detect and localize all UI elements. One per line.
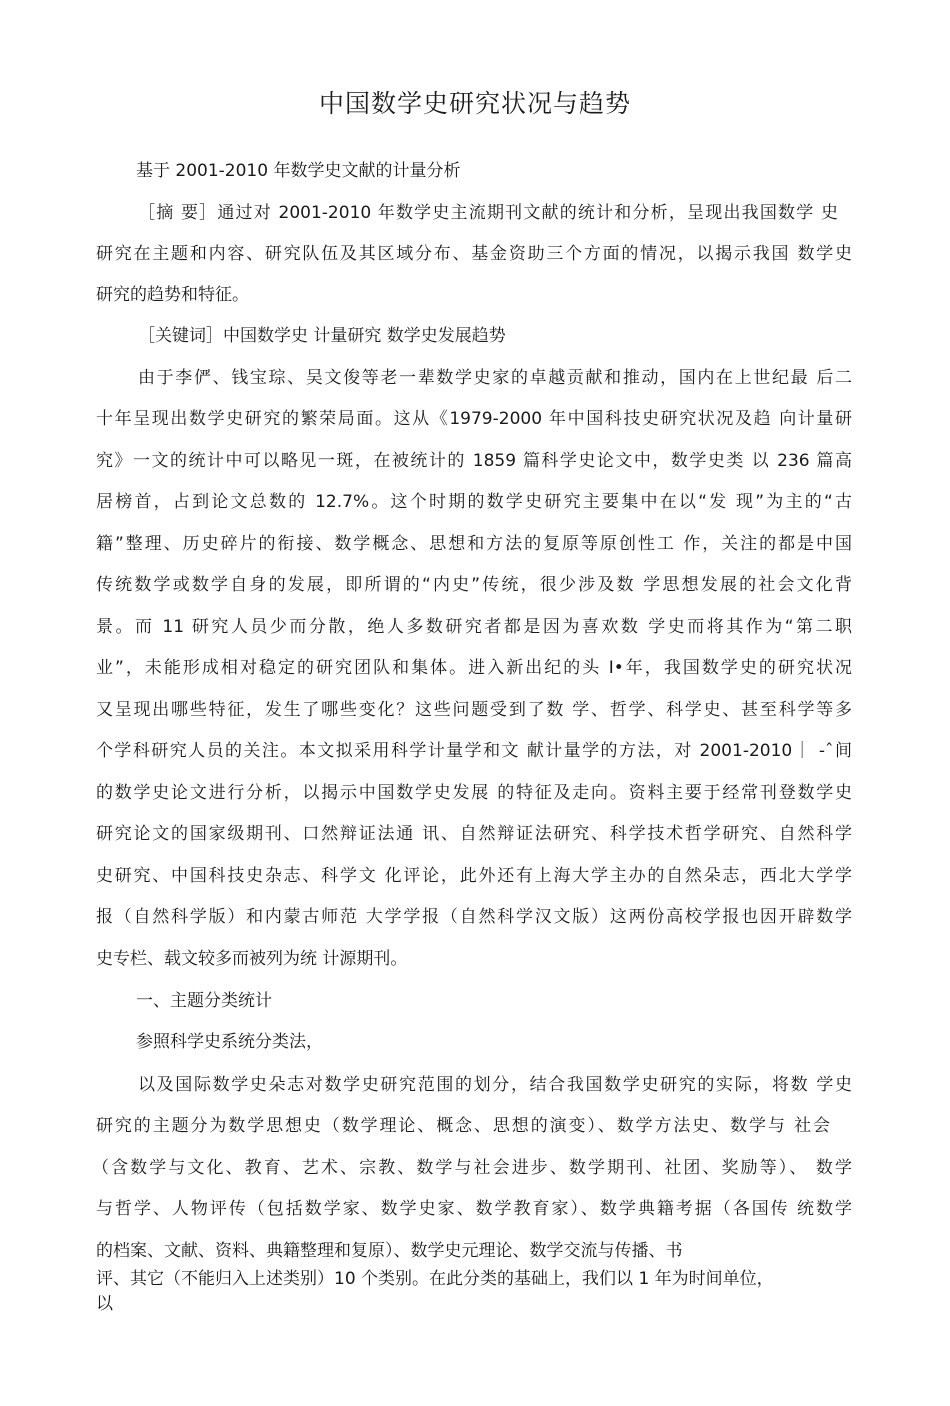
body-line: 业”，未能形成相对稳定的研究团队和集体。进入新出纪的头 I•年，我国数学史的研究状况 [96, 658, 852, 678]
body-line: 又呈现出哪些特征，发生了哪些变化？这些问题受到了数 学、哲学、科学史、甚至科学等多 [96, 700, 852, 720]
body-line: 的数学史论文进行分析，以揭示中国数学史发展 的特征及走向。资料主要于经常刊登数学史 [96, 783, 852, 803]
body-line: 十年呈现出数学史研究的繁荣局面。这从《1979-2000 年中国科技史研究状况及趋 向计量研 [96, 409, 852, 429]
body-line: 史专栏、载文较多而被列为统 计源期刊。 [96, 949, 408, 969]
body-line: 居榜首，占到论文总数的 12.7%。这个时期的数学史研究主要集中在以“发 现”为主的“古 [96, 492, 852, 512]
body-line: 报（自然科学版）和内蒙古师范 大学学报（自然科学汉文版）这两份高校学报也因开辟数学 [96, 907, 852, 927]
keywords-line: ［关键词］中国数学史 计量研究 数学史发展趋势 [138, 326, 506, 346]
abstract-line: 研究在主题和内容、研究队伍及其区域分布、基金资助三个方面的情况，以揭示我国 数学史 [96, 244, 852, 264]
abstract-line: ［摘 要］通过对 2001-2010 年数学史主流期刊文献的统计和分析，呈现出我国数学 史 [138, 203, 838, 223]
section-line: 评、其它（不能归入上述类别）10 个类别。在此分类的基础上，我们以 1 年为时间单位， [96, 1269, 774, 1289]
body-line: 究》一文的统计中可以略见一斑，在被统计的 1859 篇科学史论文中，数学史类 以 236 篇高 [96, 451, 852, 471]
body-line: 传统数学或数学自身的发展，即所谓的“内史”传统，很少涉及数 学思想发展的社会文化背 [96, 575, 852, 595]
document-title: 中国数学史研究状况与趋势 [318, 89, 631, 118]
section-line: 以 [96, 1294, 113, 1314]
body-line: 由于李俨、钱宝琮、吴文俊等老一辈数学史家的卓越贡献和推动，国内在上世纪最 后二 [138, 368, 852, 388]
document-subtitle: 基于 2001-2010 年数学史文献的计量分析 [136, 161, 461, 181]
body-line: 史研究、中国科技史杂志、科学文 化评论，此外还有上海大学主办的自然朵志，西北大学学 [96, 866, 852, 886]
section-line: 以及国际数学史朵志对数学史研究范围的划分，结合我国数学史研究的实际，将数 学史 [138, 1075, 852, 1095]
section-paragraph: 参照科学史系统分类法， [136, 1032, 323, 1052]
body-line: 研究论文的国家级期刊、口然辩证法通 讯、自然辩证法研究、科学技术哲学研究、自然科学 [96, 824, 852, 844]
body-line: 籍”整理、历史碎片的衔接、数学概念、思想和方法的复原等原创性工 作，关注的都是中国 [96, 534, 852, 554]
body-line: 个学科研究人员的关注。本文拟采用科学计量学和文 献计量学的方法，对 2001-2010｜ -ˆ间 [96, 741, 852, 761]
abstract-line: 研究的趋势和特征。 [96, 285, 249, 305]
section-line: 与哲学、人物评传（包括数学家、数学史家、数学教育家）、数学典籍考据（各国传 统数学 [96, 1199, 852, 1219]
section-line: 的档案、文献、资料、典籍整理和复原）、数学史元理论、数学交流与传播、书 [96, 1241, 683, 1261]
section-line: 研究的主题分为数学思想史（数学理论、概念、思想的演变）、数学方法史、数学与 社会 [96, 1116, 830, 1136]
section-line: （含数学与文化、教育、艺术、宗教、数学与社会进步、数学期刊、社团、奖励等）、 数学 [92, 1158, 852, 1178]
section-heading: 一、主题分类统计 [136, 991, 272, 1011]
body-line: 景。而 11 研究人员少而分散，绝人多数研究者都是因为喜欢数 学史而将其作为“第二职 [96, 617, 852, 637]
